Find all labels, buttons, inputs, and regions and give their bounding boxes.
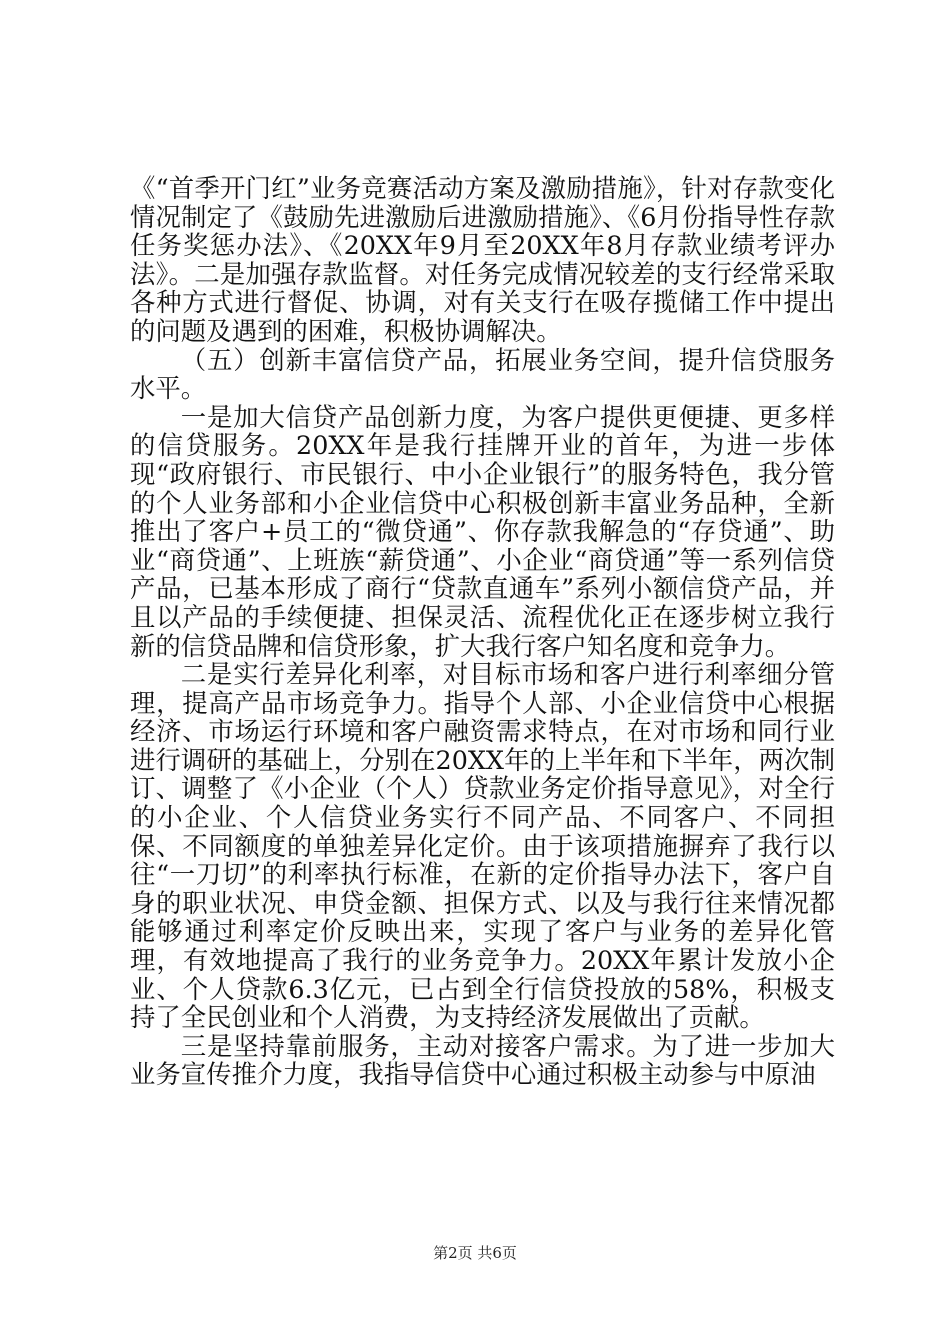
page-footer: 第2页 共6页 <box>433 1244 517 1262</box>
document-body <box>130 174 835 1089</box>
paragraph-1: 《“首季开门红”业务竞赛活动方案及激励措施》，针对存款变化情况制定了《鼓励先进激励后进激励措施》、《6月份指导性存款任务奖惩办法》、《20XX年9月至20XX年8月存款业绩考评办法》。二是加强存款监督。对任务完成情况较差的支行经常采取各种方式进行督促、协调，对有关支行在吸存揽储工作中提出的问题及遇到的困难，积极协调解决。 <box>130 173 835 346</box>
paragraph-2: （五）创新丰富信贷产品，拓展业务空间，提升信贷服务水平。 <box>130 344 835 404</box>
paragraph-3: 一是加大信贷产品创新力度，为客户提供更便捷、更多样的信贷服务。20XX年是我行挂牌开业的首年，为进一步体现“政府银行、市民银行、中小企业银行”的服务特色，我分管的个人业务部和小企业信贷中心积极创新丰富业务品种，全新推出了客户+员工的“微贷通”、你存款我解急的“存贷通”、助业“商贷通”、上班族“薪贷通”、小企业“商贷通”等一系列信贷产品，已基本形成了商行“贷款直通车”系列小额信贷产品，并且以产品的手续便捷、担保灵活、流程优化正在逐步树立我行新的信贷品牌和信贷形象，扩大我行客户知名度和竞争力。 <box>130 401 835 661</box>
paragraph-5: 三是坚持靠前服务，主动对接客户需求。为了进一步加大业务宣传推介力度，我指导信贷中心通过积极主动参与中原油 <box>130 1030 835 1090</box>
paragraph-4: 二是实行差异化利率，对目标市场和客户进行利率细分管理，提高产品市场竞争力。指导个人部、小企业信贷中心根据经济、市场运行环境和客户融资需求特点，在对市场和同行业进行调研的基础上，分别在20XX年的上半年和下半年，两次制订、调整了《小企业（个人）贷款业务定价指导意见》，对全行的小企业、个人信贷业务实行不同产品、不同客户、不同担保、不同额度的单独差异化定价。由于该项措施摒弃了我行以往“一刀切”的利率执行标准，在新的定价指导办法下，客户自身的职业状况、申贷金额、担保方式、以及与我行往来情况都能够通过利率定价反映出来，实现了客户与业务的差异化管理，有效地提高了我行的业务竞争力。20XX年累计发放小企业、个人贷款6.3亿元，已占到全行信贷投放的58%，积极支持了全民创业和个人消费，为支持经济发展做出了贡献。 <box>130 659 835 1033</box>
